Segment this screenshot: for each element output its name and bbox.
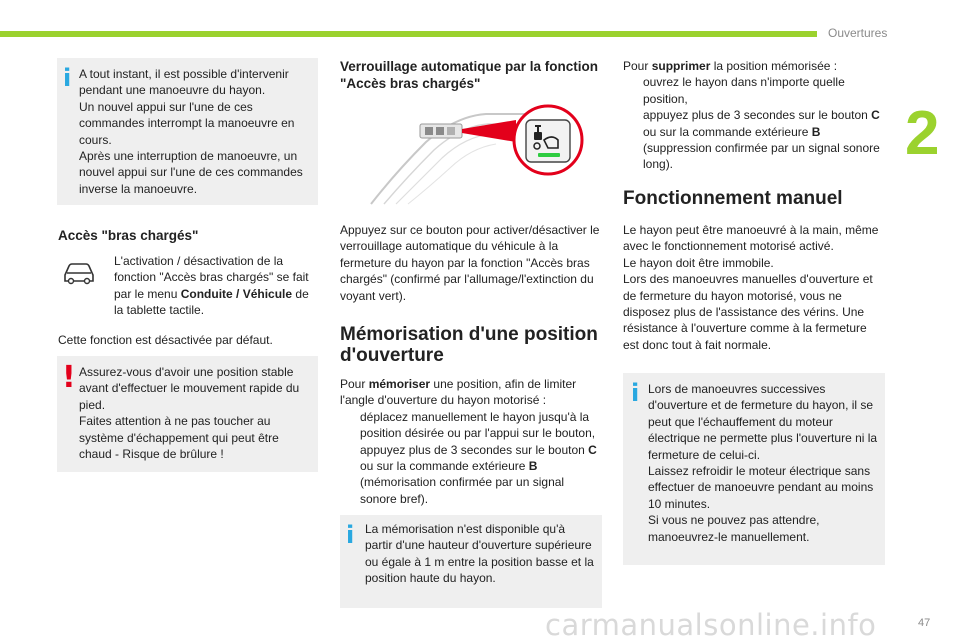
heading-verrouillage: Verrouillage automatique par la fonction "Accès bras chargés"	[340, 59, 599, 91]
suppression-block	[623, 58, 885, 173]
info-box-manuel	[623, 373, 885, 565]
tailgate-illustration	[366, 102, 596, 207]
paragraph: Lors des manoeuvres manuelles d'ouverture et de fermeture du hayon motorisé, vous ne disposez plus de l'assistance des vérins. Une résistance à l'ouverture comme à la fermeture est donc tout à fait normale.	[623, 272, 873, 352]
tablet-instruction: L'activation / désactivation de la fonction "Accès bras chargés" se fait par le menu Conduite / Véhicule de la tablette tactile.	[114, 254, 309, 318]
info-icon: i	[346, 521, 355, 549]
info-box-interrupt	[57, 58, 318, 205]
warning-icon: !	[62, 360, 76, 395]
info-text: Laissez refroidir le moteur électrique sans effectuer de manoeuvre pendant au moins 10 minutes.	[648, 464, 874, 511]
warning-text: Faites attention à ne pas toucher au système d'échappement qui peut être chaud - Risque de brûlure !	[79, 414, 279, 462]
header-accent-bar	[0, 31, 817, 37]
default-state-text: Cette fonction est désactivée par défaut.	[58, 333, 273, 347]
tablet-car-icon	[62, 257, 96, 287]
info-text: Lors de manoeuvres successives d'ouverture et de fermeture du hayon, il se peut que l'échauffement du moteur électrique ne permette plus l'ouverture ni la fermeture de celui-ci.	[648, 382, 878, 462]
section-title: Ouvertures	[828, 26, 888, 40]
paragraph: Le hayon doit être immobile.	[623, 255, 774, 270]
info-icon: i	[631, 379, 640, 407]
warning-box	[57, 356, 318, 472]
memorisation-intro: Pour mémoriser une position, afin de limiter l'angle d'ouverture du hayon motorisé :	[340, 377, 577, 408]
info-text: Un nouvel appui sur l'une de ces commandes interrompt la manoeuvre en cours.	[79, 99, 295, 147]
watermark: carmanualsonline.info	[545, 608, 877, 642]
info-text: Après une interruption de manoeuvre, un nouvel appui sur l'une de ces commandes inverse la manoeuvre.	[79, 149, 303, 196]
list-item: appuyez plus de 3 secondes sur le bouton C ou sur la commande extérieure B (mémorisation confirmée par un signal sonore bref).	[360, 442, 597, 506]
list-item: déplacez manuellement le hayon jusqu'à la position désirée ou par l'appui sur le bouton,	[360, 409, 596, 441]
paragraph: Le hayon peut être manoeuvré à la main, même avec le fonctionnement motorisé activé.	[623, 223, 879, 254]
info-icon: i	[63, 64, 72, 92]
list-item: appuyez plus de 3 secondes sur le bouton C ou sur la commande extérieure B (suppression confirmée par un signal sonore long).	[643, 108, 880, 172]
info-text: Si vous ne pouvez pas attendre, manoeuvrez-le manuellement.	[648, 513, 820, 544]
manuel-text	[623, 222, 885, 353]
warning-text: Assurez-vous d'avoir une position stable avant d'effectuer le mouvement rapide du pied.	[79, 365, 300, 412]
info-text: La mémorisation n'est disponible qu'à partir d'une hauteur d'ouverture supérieure ou égale à 1 m entre la position basse et la position haute du hayon.	[365, 522, 594, 586]
memorisation-block	[340, 376, 602, 507]
verrouillage-text: Appuyez sur ce bouton pour activer/désactiver le verrouillage automatique du véhicule à la fermeture du hayon par la fonction "Accès bras chargés" (confirmé par l'allumage/l'extinction du voyant vert).	[340, 223, 600, 303]
heading-memorisation: Mémorisation d'une position d'ouverture	[340, 324, 598, 366]
heading-fonctionnement-manuel: Fonctionnement manuel	[623, 188, 843, 209]
list-item: ouvrez le hayon dans n'importe quelle position,	[643, 75, 845, 106]
chapter-number: 2	[905, 99, 940, 168]
page-number: 47	[918, 617, 931, 629]
heading-acces-bras-charges: Accès "bras chargés"	[58, 228, 199, 243]
info-text: A tout instant, il est possible d'intervenir pendant une manoeuvre du hayon.	[79, 67, 289, 98]
suppression-intro: Pour supprimer la position mémorisée :	[623, 59, 838, 73]
info-box-memorisation	[340, 515, 602, 608]
